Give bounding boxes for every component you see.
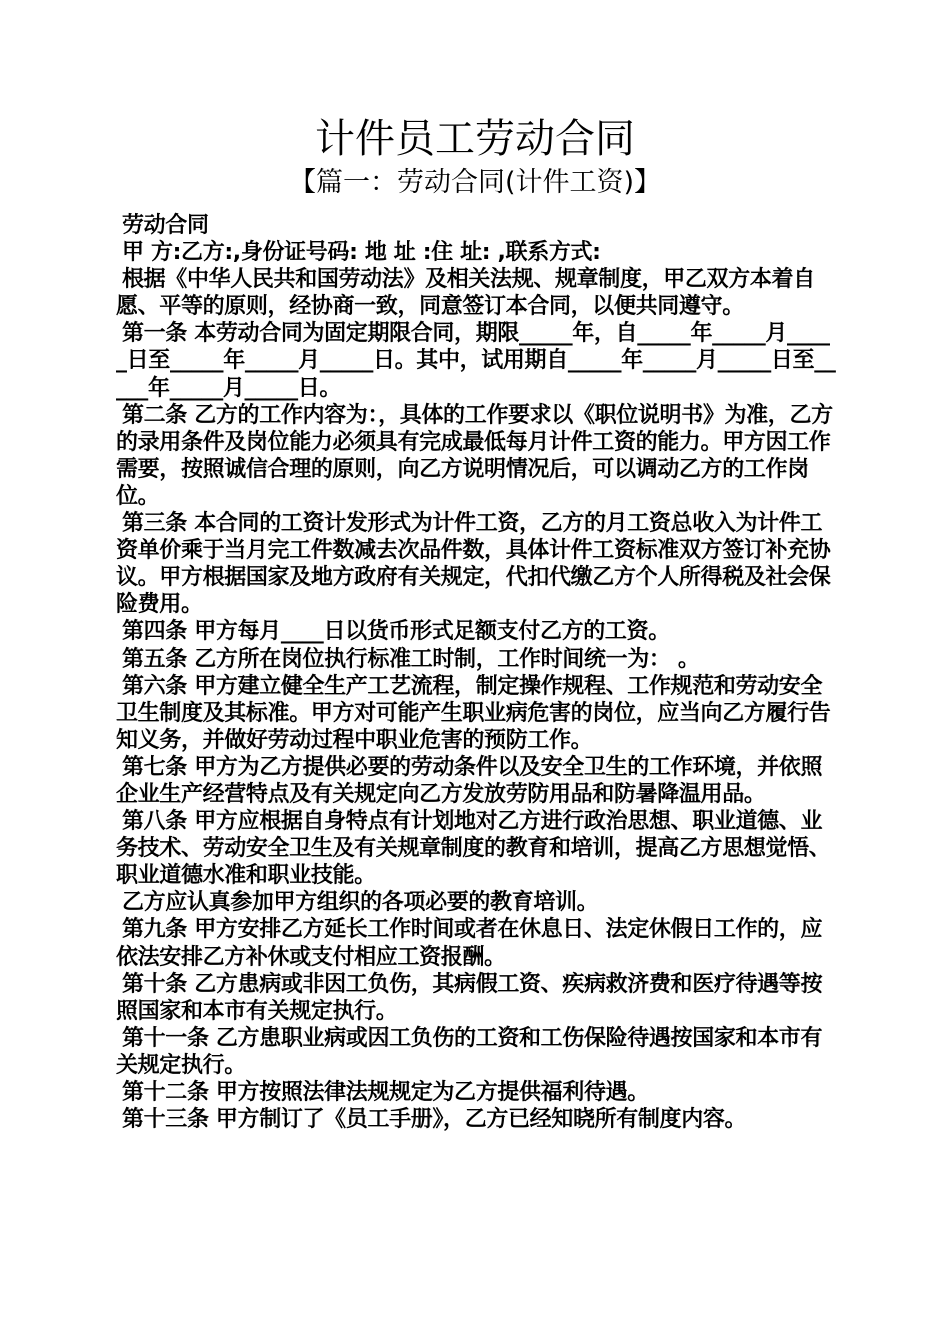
document-title: 计件员工劳动合同 (315, 116, 635, 162)
contract-heading: 劳动合同 (122, 213, 209, 238)
article-11: 第十一条 乙方患职业病或因工负伤的工资和工伤保险待遇按国家和本市有关规定执行。 (116, 1025, 823, 1078)
article-7: 第七条 甲方为乙方提供必要的劳动条件以及安全卫生的工作环境，并依照企业生产经营特点及有关规定向乙方发放劳防用品和防暑降温用品。 (116, 754, 823, 807)
article-8: 第八条 甲方应根据自身特点有计划地对乙方进行政治思想、职业道德、业务技术、劳动安全卫生及有关规章制度的教育和培训，提高乙方思想觉悟、职业道德水准和职业技能。 (116, 809, 831, 889)
article-3: 第三条 本合同的工资计发形式为计件工资，乙方的月工资总收入为计件工资单价乘于当月完工件数减去次品件数，具体计件工资标准双方签订补充协议。甲方根据国家及地方政府有关规定，代扣代缴乙方个人所得税及社会保险费用。 (116, 511, 831, 618)
article-8-training-note: 乙方应认真参加甲方组织的各项必要的教育培训。 (122, 890, 599, 916)
article-1: 第一条 本劳动合同为固定期限合同，期限_____年，自_____年_____月_____日至_____年_____月_____日。其中，试用期自_____年_____月_____日至_____年_____月_____日。 (116, 321, 836, 401)
article-2: 第二条 乙方的工作内容为：，具体的工作要求以《职位说明书》为准，乙方的录用条件及岗位能力必须具有完成最低每月计件工资的能力。甲方因工作需要，按照诚信合理的原则，向乙方说明情况后，可以调动乙方的工作岗位。 (116, 402, 833, 509)
contract-body (116, 212, 836, 1133)
article-5: 第五条 乙方所在岗位执行标准工时制，工作时间统一为： 。 (122, 646, 700, 672)
article-9: 第九条 甲方安排乙方延长工作时间或者在休息日、法定休假日工作的，应依法安排乙方补休或支付相应工资报酬。 (116, 917, 823, 970)
preamble-paragraph: 根据《中华人民共和国劳动法》及相关法规、规章制度，甲乙双方本着自愿、平等的原则，经协商一致，同意签订本合同，以便共同遵守。 (116, 267, 815, 320)
article-4: 第四条 甲方每月____日以货币形式足额支付乙方的工资。 (122, 619, 670, 645)
article-10: 第十条 乙方患病或非因工负伤，其病假工资、疾病救济费和医疗待遇等按照国家和本市有关规定执行。 (116, 971, 823, 1024)
article-12: 第十二条 甲方按照法律法规规定为乙方提供福利待遇。 (122, 1080, 649, 1105)
article-13: 第十三条 甲方制订了《员工手册》，乙方已经知晓所有制度内容。 (122, 1107, 747, 1133)
party-info: 甲 方:乙方:,身份证号码: 地 址 :住 址: ,联系方式: (122, 240, 601, 266)
article-6: 第六条 甲方建立健全生产工艺流程，制定操作规程、工作规范和劳动安全卫生制度及其标准。甲方对可能产生职业病危害的岗位，应当向乙方履行告知义务，并做好劳动过程中职业危害的预防工作。 (116, 673, 831, 753)
document-subtitle: 【篇一：劳动合同(计件工资)】 (288, 167, 662, 198)
